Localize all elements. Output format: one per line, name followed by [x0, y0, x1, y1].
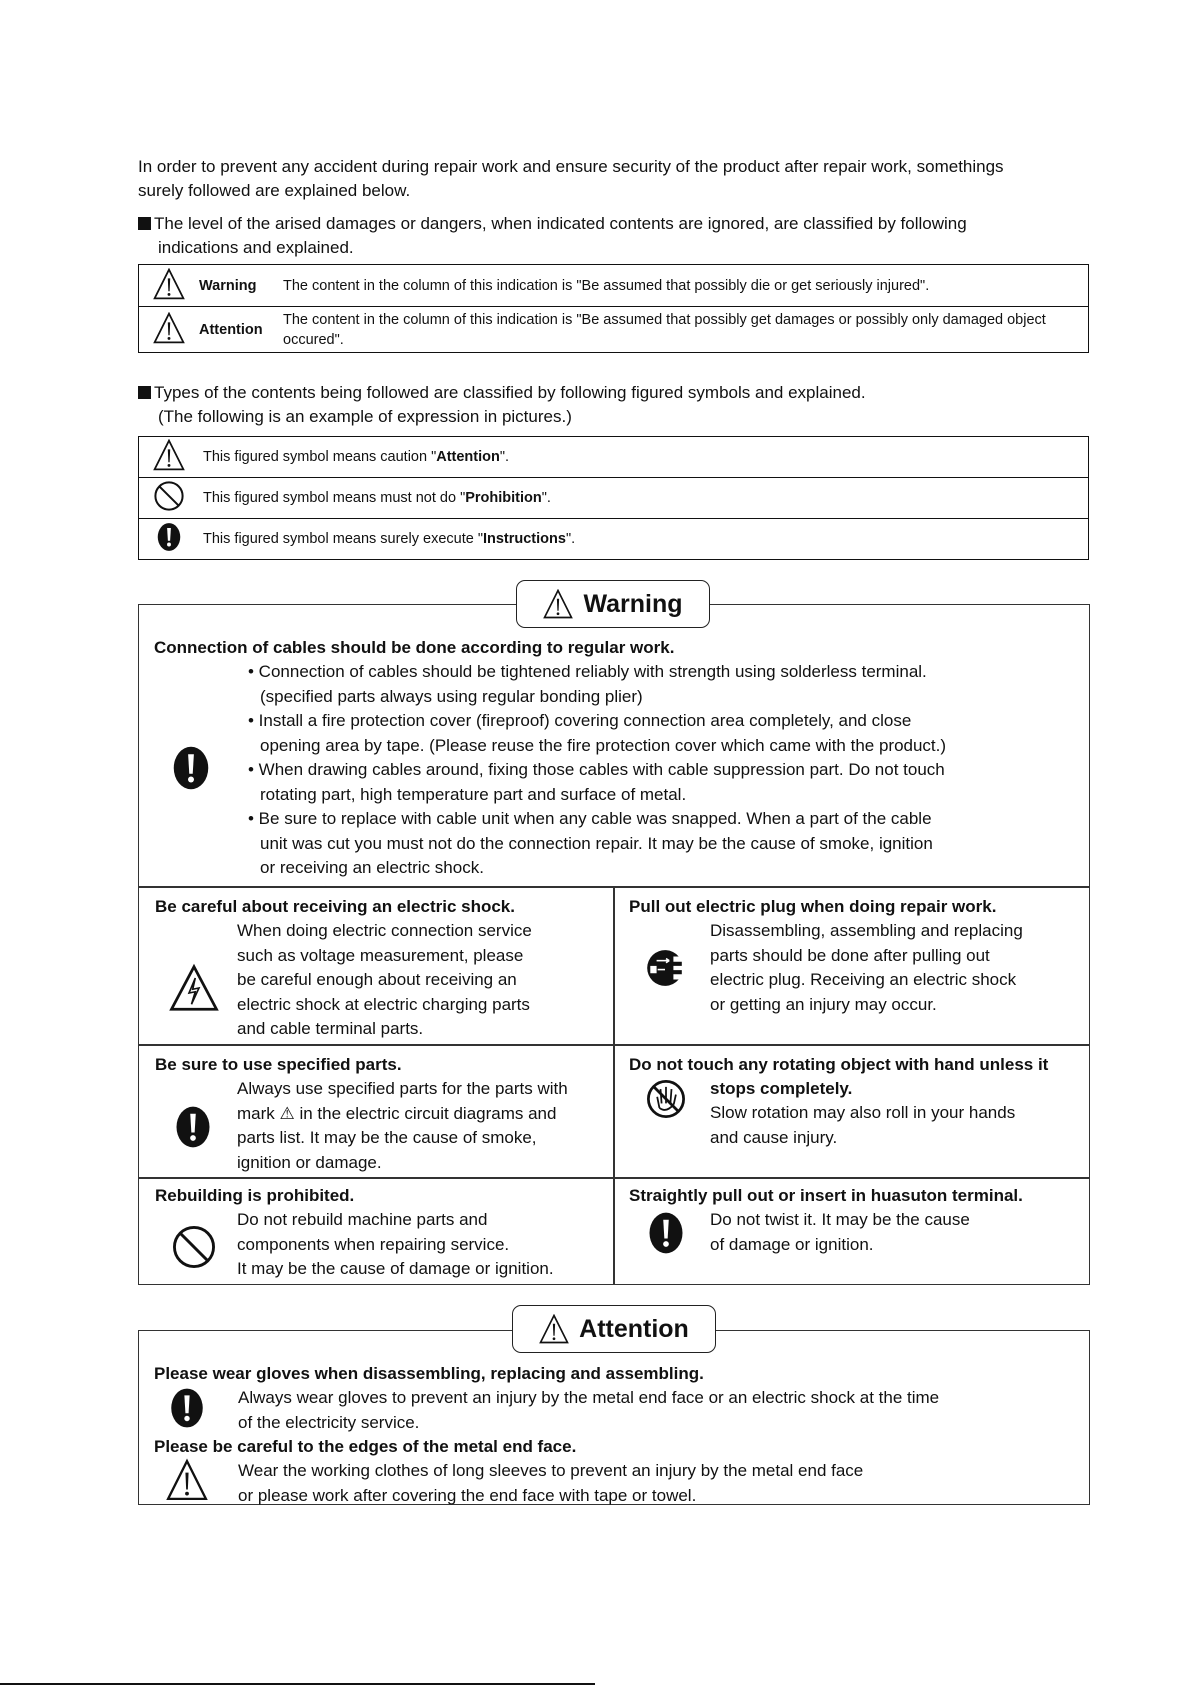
- cell-body: Disassembling, assembling and replacing parts should be done after pulling out electric plug. Receiving an electric shock or getting an injury may occur.: [710, 921, 1023, 1014]
- cell-body: Always use specified parts for the parts with mark ⚠ in the electric circuit diagrams and parts list. It may be the cause of smoke, ignition or damage.: [237, 1079, 568, 1172]
- body-line: • When drawing cables around, fixing those cables with cable suppression part. Do not touch: [248, 760, 945, 779]
- cell-title: Pull out electric plug when doing repair work.: [629, 897, 997, 916]
- body-line: unit was cut you must not do the connection repair. It may be the cause of smoke, ignition: [260, 833, 933, 853]
- attention-triangle-icon: [153, 439, 185, 471]
- body-line: • Install a fire protection cover (fireproof) covering connection area completely, and close: [248, 711, 912, 730]
- attention-item-body: Always wear gloves to prevent an injury by the metal end face or an electric shock at the time of the electricity service.: [238, 1388, 940, 1432]
- body-line: • Connection of cables should be tightened reliably with strength using solderless terminal.: [248, 662, 927, 681]
- warning-triangle-icon: [539, 1314, 569, 1344]
- symbol-description: This figured symbol means must not do "Prohibition".: [199, 478, 1089, 519]
- warning-cell-terminal: [613, 1177, 1090, 1285]
- levels-table: [138, 264, 1089, 353]
- prohibition-icon: [153, 480, 185, 512]
- symbol-row: [139, 519, 1089, 560]
- attention-item-title: Please be careful to the edges of the metal end face.: [154, 1437, 577, 1456]
- attention-triangle-icon: [166, 1458, 208, 1502]
- symbols-heading: [138, 381, 866, 429]
- cell-title: Do not touch any rotating object with hand unless it: [629, 1055, 1049, 1074]
- cell-title: Be careful about receiving an electric shock.: [155, 897, 515, 916]
- warning-cell-specified-parts: [138, 1044, 615, 1179]
- cell-body: Do not twist it. It may be the cause of damage or ignition.: [710, 1210, 970, 1254]
- level-description: The content in the column of this indication is "Be assumed that possibly get damages or possibly only damaged object occured".: [279, 307, 1089, 353]
- body-line: opening area by tape. (Please reuse the fire protection cover which came with the product.): [260, 735, 947, 755]
- warning-cell-rebuilding: [138, 1177, 615, 1285]
- symbol-description: This figured symbol means surely execute "Instructions".: [199, 519, 1089, 560]
- level-row-attention: [139, 307, 1089, 353]
- body-line: (specified parts always using regular bonding plier): [260, 686, 643, 706]
- no-touch-hand-icon: [644, 1077, 688, 1121]
- warning-cell-rotating-object: [613, 1044, 1090, 1179]
- instruction-icon: [154, 521, 184, 553]
- unplug-icon: [644, 947, 686, 989]
- instruction-icon: [168, 743, 214, 793]
- symbol-description: This figured symbol means caution "Attention".: [199, 437, 1089, 478]
- levels-heading: [138, 212, 967, 260]
- warning-triangle-icon: [153, 312, 185, 344]
- level-label: Attention: [199, 307, 279, 353]
- levels-heading-line-2: indications and explained.: [158, 238, 354, 257]
- symbol-row: [139, 437, 1089, 478]
- cell-title: Straightly pull out or insert in huasuton terminal.: [629, 1186, 1023, 1205]
- warning-main-body: [248, 660, 946, 881]
- warning-cell-pull-plug: [613, 886, 1090, 1046]
- instruction-icon: [171, 1103, 215, 1151]
- intro-line-2: surely followed are explained below.: [138, 181, 411, 200]
- warning-main-title: Connection of cables should be done according to regular work.: [154, 638, 675, 657]
- level-label: Warning: [199, 265, 279, 307]
- level-row-warning: [139, 265, 1089, 307]
- cell-title: Rebuilding is prohibited.: [155, 1186, 355, 1205]
- attention-item-title: Please wear gloves when disassembling, replacing and assembling.: [154, 1364, 704, 1383]
- body-line: rotating part, high temperature part and surface of metal.: [260, 784, 687, 804]
- electric-shock-icon: [169, 963, 219, 1013]
- cell-title-cont: stops completely.: [710, 1079, 853, 1098]
- symbols-table: [138, 436, 1089, 560]
- symbol-row: [139, 478, 1089, 519]
- instruction-icon: [166, 1384, 208, 1432]
- body-line: or receiving an electric shock.: [260, 858, 484, 877]
- instruction-icon: [644, 1208, 688, 1258]
- warning-triangle-icon: [153, 268, 185, 300]
- intro-line-1: In order to prevent any accident during repair work and ensure security of the product after repair work, somethings: [138, 157, 1004, 176]
- level-description: The content in the column of this indication is "Be assumed that possibly die or get seriously injured".: [279, 265, 1089, 307]
- prohibition-icon: [171, 1224, 217, 1270]
- intro-paragraph: [138, 155, 1004, 203]
- cell-body: Slow rotation may also roll in your hands and cause injury.: [710, 1103, 1016, 1147]
- attention-item-body: Wear the working clothes of long sleeves to prevent an injury by the metal end face or please work after covering the end face with tape or towel.: [238, 1461, 864, 1505]
- warning-triangle-icon: [543, 589, 573, 619]
- symbols-heading-line-1: Types of the contents being followed are classified by following figured symbols and explained.: [138, 381, 866, 405]
- warning-cell-electric-shock: [138, 886, 615, 1046]
- attention-badge: Attention: [512, 1305, 716, 1353]
- symbols-heading-line-2: (The following is an example of expression in pictures.): [158, 407, 572, 426]
- levels-heading-line-1: The level of the arised damages or dangers, when indicated contents are ignored, are classified by following: [138, 212, 967, 236]
- warning-badge: Warning: [516, 580, 710, 628]
- body-line: • Be sure to replace with cable unit when any cable was snapped. When a part of the cable: [248, 809, 932, 828]
- cell-title: Be sure to use specified parts.: [155, 1055, 402, 1074]
- cell-body: When doing electric connection service such as voltage measurement, please be careful enough about receiving an electric shock at electric charging parts and cable terminal parts.: [237, 921, 532, 1038]
- cell-body: Do not rebuild machine parts and components when repairing service. It may be the cause of damage or ignition.: [237, 1210, 554, 1278]
